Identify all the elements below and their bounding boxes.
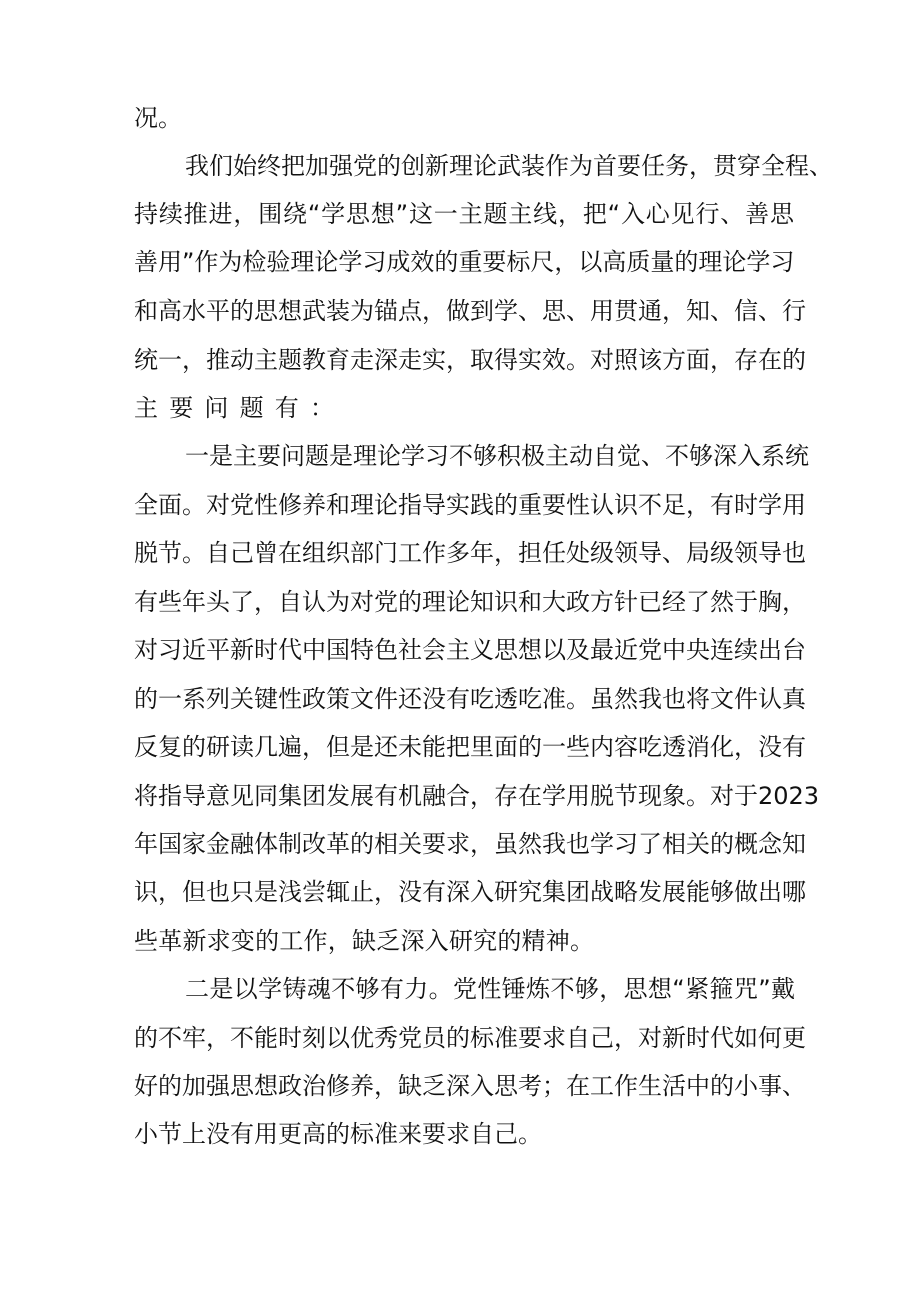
text-line: 年国家金融体制改革的相关要求，虽然我也学习了相关的概念知 <box>134 830 806 858</box>
text-line: 好的加强思想政治修养，缺乏深入思考；在工作生活中的小事、 <box>134 1072 806 1100</box>
text-line: 一是主要问题是理论学习不够积极主动自觉、不够深入系统 <box>185 442 809 470</box>
text-line: 识，但也只是浅尝辄止，没有深入研究集团战略发展能够做出哪 <box>134 878 806 906</box>
text-line: 脱节。自己曾在组织部门工作多年，担任处级领导、局级领导也 <box>134 539 806 567</box>
text-line: 和高水平的思想武装为锚点，做到学、思、用贯通，知、信、行 <box>134 297 806 325</box>
text-line: 对习近平新时代中国特色社会主义思想以及最近党中央连续出台 <box>134 636 806 664</box>
text-line: 况。 <box>134 104 182 132</box>
text-line: 小节上没有用更高的标准来要求自己。 <box>134 1120 542 1148</box>
text-line: 二是以学铸魂不够有力。党性锤炼不够，思想“紧箍咒”戴 <box>185 975 796 1003</box>
text-line: 全面。对党性修养和理论指导实践的重要性认识不足，有时学用 <box>134 491 806 519</box>
text-line: 我们始终把加强党的创新理论武装作为首要任务，贯穿全程、 <box>185 152 833 180</box>
text-line: 持续推进，围绕“学思想”这一主题主线，把“入心见行、善思 <box>134 200 795 228</box>
text-line: 将指导意见同集团发展有机融合，存在学用脱节现象。对于2023 <box>134 782 820 810</box>
text-line: 反复的研读几遍，但是还未能把里面的一些内容吃透消化，没有 <box>134 733 806 761</box>
text-line: 善用”作为检验理论学习成效的重要标尺，以高质量的理论学习 <box>134 248 795 276</box>
text-line: 统一，推动主题教育走深走实，取得实效。对照该方面，存在的 <box>134 346 806 374</box>
text-line: 有些年头了，自认为对党的理论知识和大政方针已经了然于胸， <box>134 588 806 616</box>
text-line: 的不牢，不能时刻以优秀党员的标准要求自己，对新时代如何更 <box>134 1024 806 1052</box>
text-line: 的一系列关键性政策文件还没有吃透吃准。虽然我也将文件认真 <box>134 685 806 713</box>
text-line: 些革新求变的工作，缺乏深入研究的精神。 <box>134 927 595 955</box>
text-line: 主要问题有： <box>134 394 346 422</box>
